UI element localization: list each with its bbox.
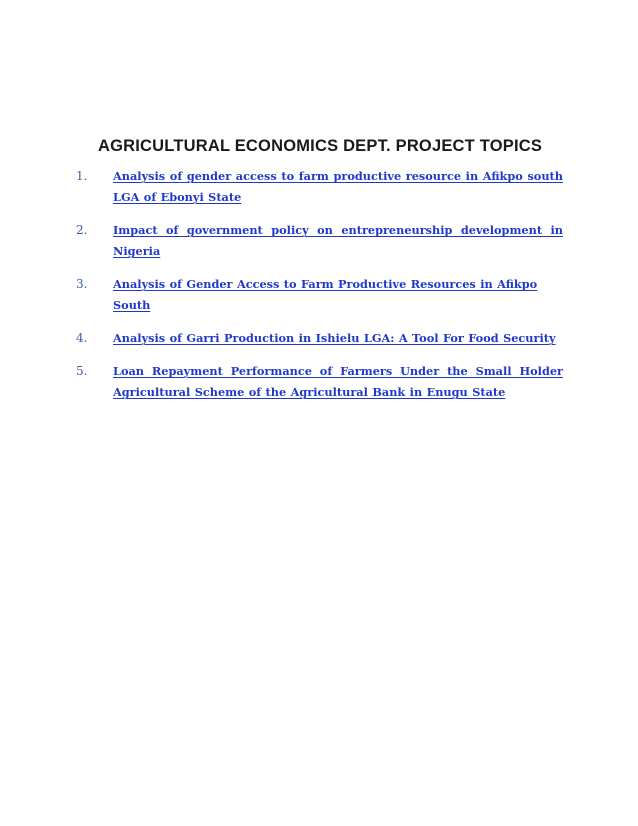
- topic-link[interactable]: Impact of government policy on entrepreneurship development in Nigeria: [113, 223, 563, 258]
- list-item-number: 1.: [76, 169, 88, 183]
- list-item-number: 4.: [76, 331, 88, 345]
- topic-link[interactable]: Analysis of Garri Production in Ishielu LGA: A Tool For Food Security: [113, 331, 556, 345]
- list-item-number: 3.: [76, 277, 88, 291]
- list-item: [0, 220, 638, 262]
- list-item: [0, 274, 638, 316]
- list-item-number: 2.: [76, 223, 88, 237]
- list-item: [0, 328, 638, 349]
- list-item: [0, 166, 638, 208]
- topic-link[interactable]: Analysis of gender access to farm productive resource in Afikpo south LGA of Ebonyi State: [113, 169, 563, 204]
- page-title: AGRICULTURAL ECONOMICS DEPT. PROJECT TOPICS: [98, 137, 543, 155]
- topic-list: [0, 166, 638, 415]
- topic-link[interactable]: Analysis of Gender Access to Farm Productive Resources in Afikpo South: [113, 277, 538, 312]
- topic-link[interactable]: Loan Repayment Performance of Farmers Under the Small Holder Agricultural Scheme of the Agricultural Bank in Enugu State: [113, 364, 563, 399]
- list-item-number: 5.: [76, 364, 88, 378]
- list-item: [0, 361, 638, 403]
